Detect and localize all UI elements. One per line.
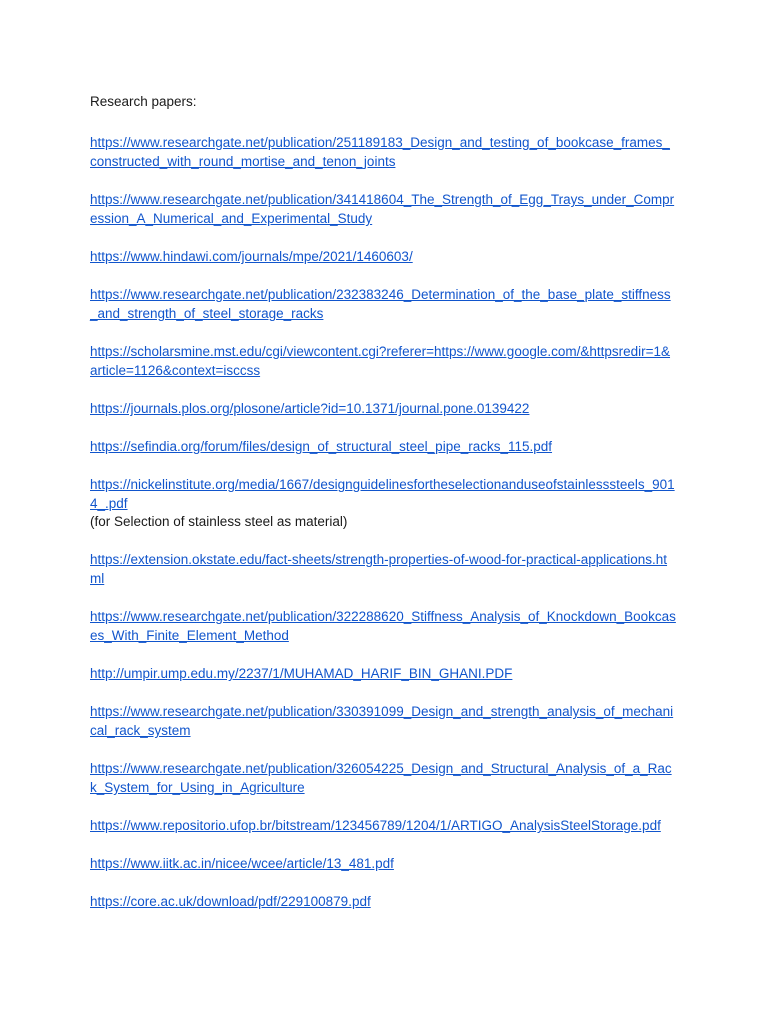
reference-entry	[90, 437, 676, 456]
reference-entry	[90, 247, 676, 266]
reference-link[interactable]: https://www.researchgate.net/publication/322288620_Stiffness_Analysis_of_Knockdown_Bookcases_With_Finite_Element_Method	[90, 609, 676, 643]
reference-entry	[90, 702, 676, 740]
reference-link[interactable]: https://www.researchgate.net/publication/341418604_The_Strength_of_Egg_Trays_under_Compression_A_Numerical_and_Experimental_Study	[90, 192, 675, 226]
reference-link[interactable]: https://www.researchgate.net/publication/326054225_Design_and_Structural_Analysis_of_a_Rack_System_for_Using_in_Agriculture	[90, 761, 672, 795]
reference-link[interactable]: https://www.hindawi.com/journals/mpe/2021/1460603/	[90, 249, 413, 264]
document-page	[90, 93, 676, 930]
reference-entry	[90, 285, 676, 323]
reference-entry	[90, 550, 676, 588]
reference-link[interactable]: https://sefindia.org/forum/files/design_of_structural_steel_pipe_racks_115.pdf	[90, 439, 553, 454]
reference-entry	[90, 475, 676, 531]
reference-entry	[90, 854, 676, 873]
reference-note: (for Selection of stainless steel as material)	[90, 514, 348, 529]
reference-entry	[90, 607, 676, 645]
reference-link[interactable]: https://www.iitk.ac.in/nicee/wcee/article/13_481.pdf	[90, 856, 394, 871]
reference-entry	[90, 190, 676, 228]
reference-entry	[90, 664, 676, 683]
reference-link[interactable]: https://www.repositorio.ufop.br/bitstream/123456789/1204/1/ARTIGO_AnalysisSteelStorage.pdf	[90, 818, 661, 833]
reference-link[interactable]: https://www.researchgate.net/publication/232383246_Determination_of_the_base_plate_stiffness_and_strength_of_steel_storage_racks	[90, 287, 671, 321]
reference-link[interactable]: https://journals.plos.org/plosone/article?id=10.1371/journal.pone.0139422	[90, 401, 530, 416]
reference-list	[90, 133, 676, 911]
reference-entry	[90, 342, 676, 380]
reference-entry	[90, 399, 676, 418]
document-heading: Research papers:	[90, 94, 197, 109]
reference-link[interactable]: https://core.ac.uk/download/pdf/229100879.pdf	[90, 894, 371, 909]
reference-link[interactable]: https://www.researchgate.net/publication/330391099_Design_and_strength_analysis_of_mechanical_rack_system	[90, 704, 674, 738]
reference-link[interactable]: https://scholarsmine.mst.edu/cgi/viewcontent.cgi?referer=https://www.google.com/&httpsredir=1&article=1126&context=isccss	[90, 344, 671, 378]
reference-link[interactable]: https://extension.okstate.edu/fact-sheets/strength-properties-of-wood-for-practical-applications.html	[90, 552, 668, 586]
reference-link[interactable]: https://nickelinstitute.org/media/1667/designguidelinesfortheselectionanduseofstainlesssteels_9014_.pdf	[90, 477, 675, 511]
reference-entry	[90, 133, 676, 171]
reference-entry	[90, 892, 676, 911]
reference-link[interactable]: https://www.researchgate.net/publication/251189183_Design_and_testing_of_bookcase_frames_constructed_with_round_mortise_and_tenon_joints	[90, 135, 670, 169]
reference-entry	[90, 816, 676, 835]
reference-link[interactable]: http://umpir.ump.edu.my/2237/1/MUHAMAD_HARIF_BIN_GHANI.PDF	[90, 666, 513, 681]
reference-entry	[90, 759, 676, 797]
